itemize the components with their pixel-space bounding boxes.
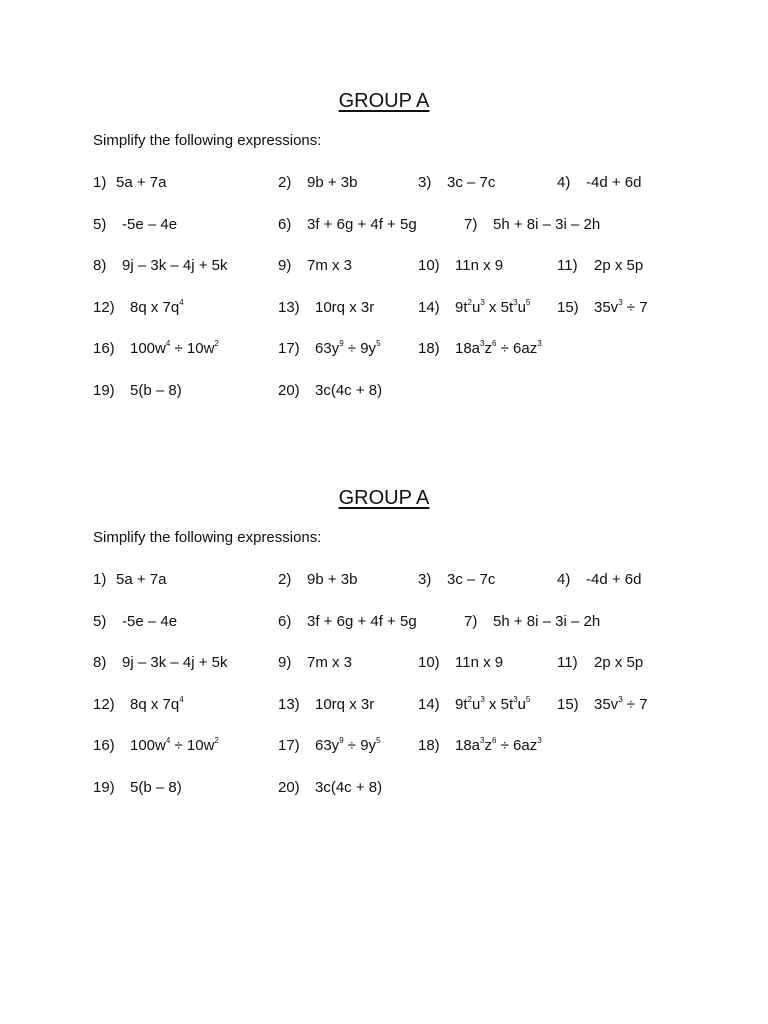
problem-item [418,173,495,193]
problem-number: 1) [93,174,107,191]
problem-expression: 2p x 5p [594,654,644,671]
problem-item [278,653,352,673]
problem-number: 2) [278,174,292,191]
problem-number: 7) [464,613,478,630]
problem-expression: 7m x 3 [307,257,353,274]
problem-item [278,256,352,276]
worksheet-group-a-bottom [0,397,768,797]
problem-expression: 8q x $7q^4$ [130,298,184,316]
problem-item [557,173,641,193]
problem-expression: $35v^3 \div 7$ [594,298,648,316]
problem-item [418,339,542,359]
problem-expression: 5h + 8i – 3i – 2h [493,613,601,630]
problem-number: 11) [557,257,578,274]
problem-expression: 9j – 3k – 4j + 5k [122,257,228,274]
worksheet-group-a-top [0,0,768,400]
problem-number: 17) [278,737,300,754]
instructions-text: Simplify the following expressions: [93,132,322,149]
problem-expression: 9b + 3b [307,174,358,191]
problem-number: 5) [93,216,107,233]
problem-expression: -5e – 4e [122,216,178,233]
problem-expression: $9t^2u^3$ x $5t^3u^5$ [455,695,531,713]
problem-expression: 9j – 3k – 4j + 5k [122,654,228,671]
problem-number: 12) [93,696,115,713]
problem-item [557,298,648,318]
problem-expression: $18a^3z^6 \div 6az^3$ [455,339,542,357]
problem-item [93,215,177,235]
problem-item [418,256,503,276]
problem-number: 13) [278,299,300,316]
problem-number: 12) [93,299,115,316]
problem-item [418,298,530,318]
problem-expression: 3c – 7c [447,174,496,191]
problem-item [93,173,166,193]
problem-number: 15) [557,299,579,316]
problem-number: 3) [418,571,432,588]
problem-expression: 7m x 3 [307,654,353,671]
problem-expression: 11n x 9 [455,257,504,274]
problem-number: 6) [278,613,292,630]
problem-item [464,215,600,235]
problem-expression: 10rq x 3r [315,696,375,713]
problem-item [278,570,357,590]
problem-number: 19) [93,779,115,796]
problem-item [93,653,227,673]
problem-expression: 9b + 3b [307,571,358,588]
problem-expression: 3f + 6g + 4f + 5g [307,613,417,630]
problem-number: 16) [93,737,115,754]
problem-expression: $63y^9 \div 9y^5$ [315,736,381,754]
problem-number: 18) [418,737,440,754]
problem-expression: -4d + 6d [586,174,642,191]
problem-number: 20) [278,779,300,796]
problem-item [464,612,600,632]
problem-number: 9) [278,257,292,274]
problem-expression: 5(b – 8) [130,779,182,796]
problem-item [557,570,641,590]
problem-number: 19) [93,382,115,399]
problem-number: 2) [278,571,292,588]
problem-expression: 3f + 6g + 4f + 5g [307,216,417,233]
problem-expression: 8q x $7q^4$ [130,695,184,713]
problem-item [557,653,643,673]
problem-item [557,256,643,276]
problem-item [278,612,417,632]
problem-number: 11) [557,654,578,671]
problem-item [278,215,417,235]
problem-item [93,339,219,359]
problem-number: 17) [278,340,300,357]
problem-number: 4) [557,174,571,191]
worksheet-title: GROUP A [338,487,430,509]
problem-number: 20) [278,382,300,399]
problem-item [418,653,503,673]
problem-item [93,736,219,756]
problem-expression: 5(b – 8) [130,382,182,399]
problem-item [557,695,648,715]
problem-number: 1) [93,571,107,588]
problem-item [418,570,495,590]
problem-number: 10) [418,654,440,671]
problem-number: 18) [418,340,440,357]
instructions-text: Simplify the following expressions: [93,529,322,546]
problem-expression: 5a + 7a [116,174,167,191]
problem-number: 13) [278,696,300,713]
problem-number: 14) [418,299,440,316]
problem-number: 14) [418,696,440,713]
problem-expression: $100w^4 \div 10w^2$ [130,736,219,754]
problem-expression: $63y^9 \div 9y^5$ [315,339,381,357]
problem-item [93,256,227,276]
problem-item [278,695,374,715]
problem-item [278,173,357,193]
problem-item [93,570,166,590]
problem-number: 15) [557,696,579,713]
problem-item [93,612,177,632]
problem-expression: -4d + 6d [586,571,642,588]
problem-item [278,339,381,359]
problem-item [278,298,374,318]
problem-number: 8) [93,257,107,274]
problem-item [418,695,530,715]
problem-expression: $9t^2u^3$ x $5t^3u^5$ [455,298,531,316]
problem-number: 4) [557,571,571,588]
problem-item [93,778,182,798]
worksheet-title: GROUP A [338,90,430,112]
problem-expression: 2p x 5p [594,257,644,274]
problem-expression: $35v^3 \div 7$ [594,695,648,713]
problem-number: 3) [418,174,432,191]
problem-expression: 11n x 9 [455,654,504,671]
problem-expression: 5h + 8i – 3i – 2h [493,216,601,233]
problem-number: 7) [464,216,478,233]
problem-expression: 3c(4c + 8) [315,382,383,399]
problem-expression: -5e – 4e [122,613,178,630]
problem-expression: 5a + 7a [116,571,167,588]
problem-number: 6) [278,216,292,233]
problem-expression: 3c(4c + 8) [315,779,383,796]
problem-expression: $18a^3z^6 \div 6az^3$ [455,736,542,754]
problem-expression: 3c – 7c [447,571,496,588]
problem-number: 5) [93,613,107,630]
problem-number: 10) [418,257,440,274]
problem-item [93,695,184,715]
problem-item [93,298,184,318]
problem-expression: $100w^4 \div 10w^2$ [130,339,219,357]
problem-item [278,778,382,798]
problem-number: 16) [93,340,115,357]
problem-item [418,736,542,756]
problem-expression: 10rq x 3r [315,299,375,316]
problem-item [278,736,381,756]
problem-number: 9) [278,654,292,671]
problem-number: 8) [93,654,107,671]
